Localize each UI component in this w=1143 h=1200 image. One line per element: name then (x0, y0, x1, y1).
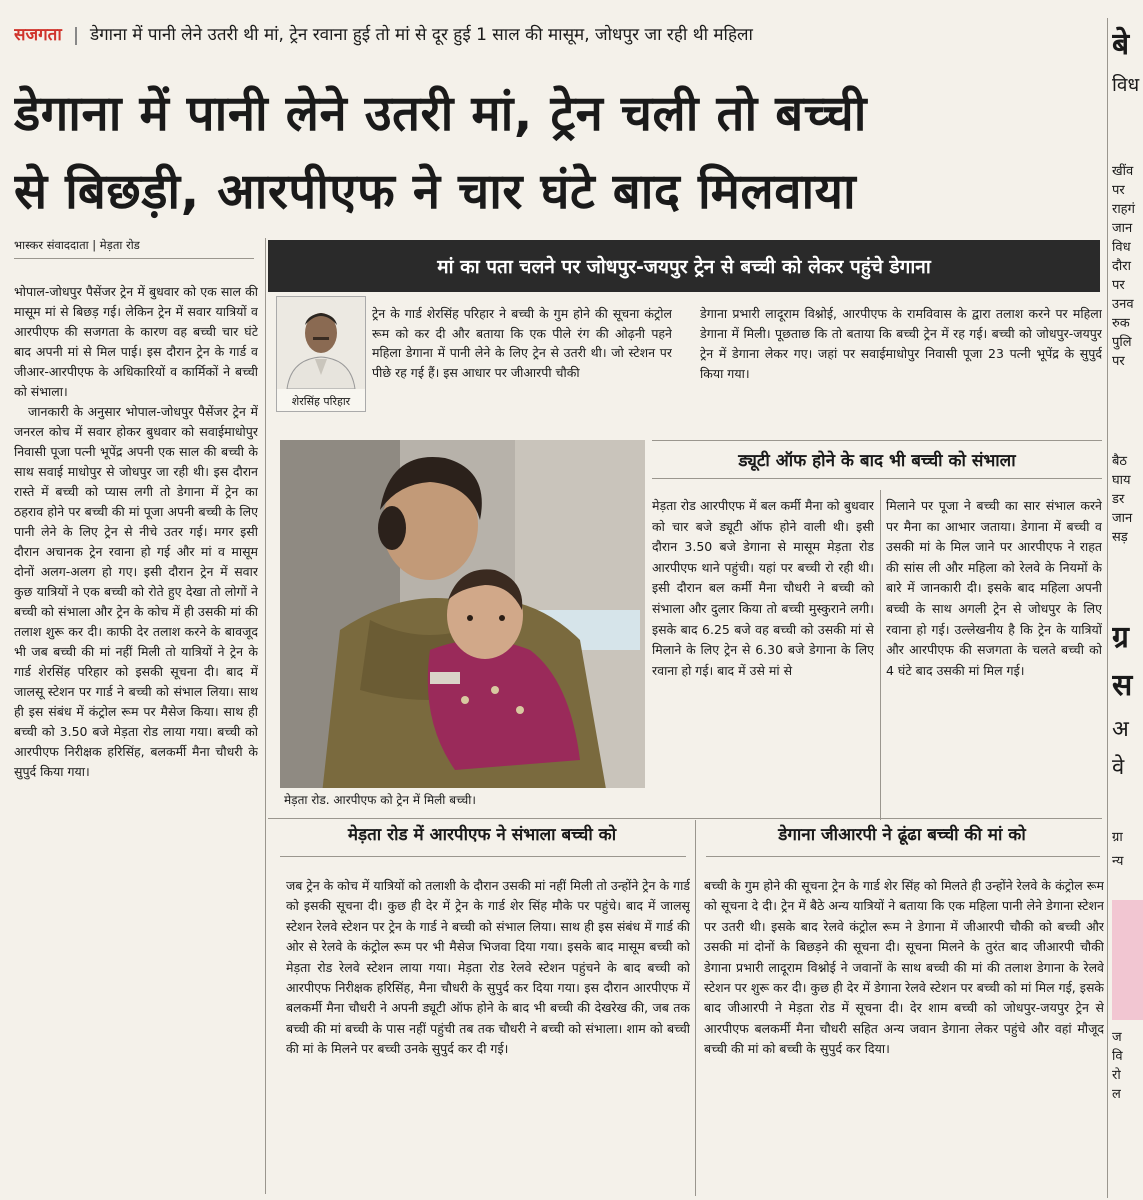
right-strip-head-2: विध (1112, 74, 1140, 96)
merta-heading: मेड़ता रोड में आरपीएफ ने संभाला बच्ची को (347, 825, 617, 845)
right-strip-mid-1: अ (1112, 717, 1129, 742)
photo-frame (280, 440, 645, 812)
right-strip-word: रो (1112, 1068, 1121, 1083)
right-strip-big-1: ग्र (1112, 620, 1129, 655)
left-para-2: जानकारी के अनुसार भोपाल-जोधपुर पैसेंजर ट्रेन में जनरल कोच में सवार होकर बुधवार को सवाईमाधोपुर निवासी पूजा पत्नी भूपेंद्र अपनी एक साल की बच्ची के साथ सवाई माधोपुर से जोधपुर जा रही थी। इस दौरान रास्ते में बच्ची को प्यास लगी तो डेगाना में ट्रेन का ठहराव होने पर बच्ची की मां पूजा अपनी बच्ची के लिए पानी लेने के लिए ट्रेन से नीचे उतर गई। मगर इसी दौरान अचानक ट्रेन रवाना हो गई और मां व मासूम दोनों अलग-अलग हो गए। इसी दौरान ट्रेन में सवार कुछ यात्रियों ने एक बच्ची को रोते हुए देखा तो लोगों ने बच्ची को संभाला और ट्रेन के कोच में ही उसकी मां की तलाश शुरू कर दी। काफी देर तलाश करने के बावजूद भी जब बच्ची की मां नहीं मिली तो यात्रियों ने ट्रेन के गार्ड शेरसिंह परिहार को इसकी सूचना दी। बाद में जालसू स्टेशन पर गार्ड ने बच्ची को संभाल लिया। साथ ही इस संबंध में कंट्रोल रूम पर मैसेज किया। साथ ही बच्ची को 3.50 बजे मेड़ता रोड लाया गया। बच्ची को आरपीएफ निरीक्षक हरिसिंह, बलकर्मी मैना चौधरी के सुपुर्द किया गया। (14, 404, 258, 779)
right-strip-word: पर (1112, 278, 1125, 293)
left-para-1: भोपाल-जोधपुर पैसेंजर ट्रेन में बुधवार को एक साल की मासूम मां से बिछड़ गई। लेकिन ट्रेन में सवार यात्रियों व आरपीएफ की सजगता के कारण वह बच्ची चार घंटे बाद अपनी मां से मिल पाई। इस दौरान ट्रेन के गार्ड व जीआर-आरपीएफ के अधिकारियों व कार्मिकों ने बच्ची को संभाला। (14, 284, 258, 399)
right-strip-word: सड़ (1112, 530, 1128, 545)
duty-column-1: मेड़ता रोड आरपीएफ में बल कर्मी मैना को बुधवार को चार बजे ड्यूटी ऑफ होने वाली थी। इसी दौरान 3.50 बजे डेगाना से मासूम मेड़ता रोड आरपीएफ थाने पहुंची। यहां पर बच्ची रो रही थी। इसी दौरान बल कर्मी मैना चौधरी ने बच्ची को संभाला और दुलार किया तो बच्ची मुस्कुराने लगी। इसके बाद 6.25 बजे वह बच्ची को उसकी मां से मिलाने के लिए ट्रेन से 6.30 बजे डेगाना के लिए रवाना हो गई। बाद में उसे मां से (652, 498, 874, 678)
right-strip-divider (1107, 18, 1108, 1198)
sub-banner: मां का पता चलने पर जोधपुर-जयपुर ट्रेन से बच्ची को लेकर पहुंचे डेगाना (268, 240, 1100, 292)
byline: भास्कर संवाददाता | मेड़ता रोड (14, 238, 140, 252)
degana-text: डेगाना प्रभारी लादूराम विश्नोई, आरपीएफ के रामविवास के द्वारा तलाश करने पर महिला डेगाना में मिली। पूछताछ कि तो बताया कि बच्ची ट्रेन में रह गई। बच्ची को जोधपुर-जयपुर ट्रेन में डेगाना लेकर गए। जहां पर सवाईमाधोपुर निवासी पूजा 23 पत्नी भूपेंद्र के सुपुर्द किया गया। (700, 306, 1102, 381)
lower-top-rule (268, 818, 1102, 819)
portrait-frame (276, 296, 366, 412)
right-strip-word: राहगं (1112, 202, 1135, 217)
left-column (14, 282, 258, 1194)
headline-line-2: से बिछड़ी, आरपीएफ ने चार घंटे बाद मिलवाया (14, 163, 857, 220)
grp-heading-rule (706, 856, 1100, 857)
topbar-divider (75, 27, 77, 45)
merta-heading-rule (280, 856, 686, 857)
right-strip-word: उनव (1112, 297, 1134, 312)
duty-heading-rule (652, 478, 1102, 479)
top-bar (14, 22, 1104, 52)
right-strip-word: घाय (1112, 473, 1131, 488)
right-strip-word: रुक (1112, 316, 1130, 331)
right-strip-low-2: न्य (1112, 854, 1124, 869)
topbar-text: डेगाना में पानी लेने उतरी थी मां, ट्रेन रवाना हुई तो मां से दूर हुई 1 साल की मासूम, जोधपुर जा रही थी महिला (89, 25, 753, 45)
photo-caption: मेड़ता रोड. आरपीएफ को ट्रेन में मिली बच्ची। (280, 788, 645, 812)
right-strip-big-2: स (1112, 668, 1133, 703)
lower-column-divider (695, 820, 696, 1196)
right-strip-head-1: बे (1112, 27, 1130, 62)
duty-top-rule (652, 440, 1102, 441)
right-strip-word: ज (1112, 1030, 1122, 1045)
right-strip-word: ल (1112, 1087, 1121, 1102)
right-strip-word: जान (1112, 511, 1133, 526)
grp-text: बच्ची के गुम होने की सूचना ट्रेन के गार्ड शेर सिंह को मिलते ही उन्होंने रेलवे के कंट्रोल रूम को सूचना दे दी। ट्रेन में बैठे अन्य यात्रियों ने बताया कि एक महिला पानी लेने डेगाना स्टेशन पर उतरी थी। इसके बाद रेलवे कंट्रोल रूम ने डेगाना में जीआरपी चौकी को बच्ची और उसकी मां दोनों के बिछड़ने की सूचना दी। सूचना मिलने के तुरंत बाद जीआरपी चौकी डेगाना प्रभारी लादूराम विश्नोई ने जवानों के साथ बच्ची की मां की तलाश डेगाना के रेलवे स्टेशन पर शुरू कर दी। कुछ ही देर में डेगाना रेलवे स्टेशन पर बच्ची को मां मिल गई, इसके बाद जीआरपी ने मेड़ता रोड में सूचना दी। देर शाम बच्ची को जोधपुर-जयपुर ट्रेन से आरपीएफ बलकर्मी मैना चौधरी सहित अन्य जवान डेगाना लेकर पहुंचे और वहां मौजूद बच्ची की मां को बच्ची के सुपुर्द कर दिया। (704, 878, 1104, 1057)
right-strip-pink-block (1112, 900, 1143, 1020)
duty-heading: ड्यूटी ऑफ होने के बाद भी बच्ची को संभाला (738, 451, 1016, 471)
left-column-divider (265, 238, 266, 1194)
topbar-tag: सजगता (14, 25, 62, 45)
right-strip-words-lower (1112, 452, 1143, 547)
headline-line-1: डेगाना में पानी लेने उतरी मां, ट्रेन चली तो बच्ची (14, 85, 867, 142)
photo-rpf-officer-with-child (280, 440, 645, 812)
right-strip-word: दौरा (1112, 259, 1131, 274)
portrait-image (277, 297, 365, 389)
right-strip-word: बैठ (1112, 454, 1127, 469)
right-strip-word: डर (1112, 492, 1125, 507)
duty-column-2: मिलाने पर पूजा ने बच्ची का सार संभाल करने पर मैना का आभार जताया। डेगाना में बच्ची व उसकी मां के मिल जाने पर आरपीएफ ने राहत की सांस ली और महिला को रेलवे के नियमों के बारे में जानकारी दी। इसके बाद महिला अपनी बच्ची के साथ अगली ट्रेन से जोधपुर के लिए रवाना हो गई। उल्लेखनीय है कि ट्रेन के यात्रियों और आरपीएफ की सजगता के चलते बच्ची को 4 घंटे बाद उसकी मां मिल गई। (886, 498, 1102, 678)
right-strip-word: वि (1112, 1049, 1123, 1064)
right-strip-word: पर (1112, 183, 1125, 198)
right-strip-low-1: ग्रा (1112, 830, 1123, 845)
byline-rule (14, 258, 254, 259)
right-strip-word: पर (1112, 354, 1125, 369)
right-strip-word: जान (1112, 221, 1133, 236)
guard-text: ट्रेन के गार्ड शेरसिंह परिहार ने बच्ची के गुम होने की सूचना कंट्रोल रूम को कर दी और बताया कि एक पीले रंग की ओढ़नी पहने महिला डेगाना में पानी लेने के लिए ट्रेन से उतरी थी। जो स्टेशन पर पीछे रह गई हैं। इस आधार पर जीआरपी चौकी (372, 306, 672, 380)
right-strip-word: खींव (1112, 164, 1134, 179)
right-strip-word: पुलि (1112, 335, 1132, 350)
right-strip-word: विध (1112, 240, 1131, 255)
right-strip-bottom-words (1112, 1028, 1143, 1104)
right-strip (1112, 20, 1143, 1200)
duty-column-divider (880, 490, 881, 820)
right-strip-words (1112, 162, 1143, 371)
merta-text: जब ट्रेन के कोच में यात्रियों को तलाशी के दौरान उसकी मां नहीं मिली तो उन्होंने ट्रेन के गार्ड को इसकी सूचना दी। कुछ ही देर में ट्रेन के गार्ड शेर सिंह मौके पर पहुंचे। बाद में जालसू स्टेशन रेलवे स्टेशन पर ट्रेन के गार्ड ने बच्ची को संभाल लिया। साथ ही इस संबंध में गार्ड की ओर से रेलवे के कंट्रोल रूम पर भी मैसेज भिजवा दिया गया। इसके बाद मासूम बच्ची को मेड़ता रोड रेलवे स्टेशन लाया गया। मेड़ता रोड रेलवे स्टेशन पहुंचने के बाद बच्ची को आरपीएफ निरीक्षक हरिसिंह, मैना चौधरी के सुपुर्द कर दिया गया। इस दौरान आरपीएफ में बलकर्मी मैना चौधरी ने अपनी ड्यूटी ऑफ होने के बाद भी बच्ची की देखरेख की, जब तक बच्ची की मां बच्ची के पास नहीं पहुंची तब तक चौधरी ने बच्ची को संभाला। शाम को बच्ची की मां के मिलने पर बच्ची उनके सुपुर्द कर दी गई। (286, 878, 690, 1057)
portrait-caption: शेरसिंह परिहार (291, 395, 351, 408)
grp-heading: डेगाना जीआरपी ने ढूंढा बच्ची की मां को (778, 825, 1026, 845)
right-strip-mid-2: वे (1112, 755, 1125, 780)
